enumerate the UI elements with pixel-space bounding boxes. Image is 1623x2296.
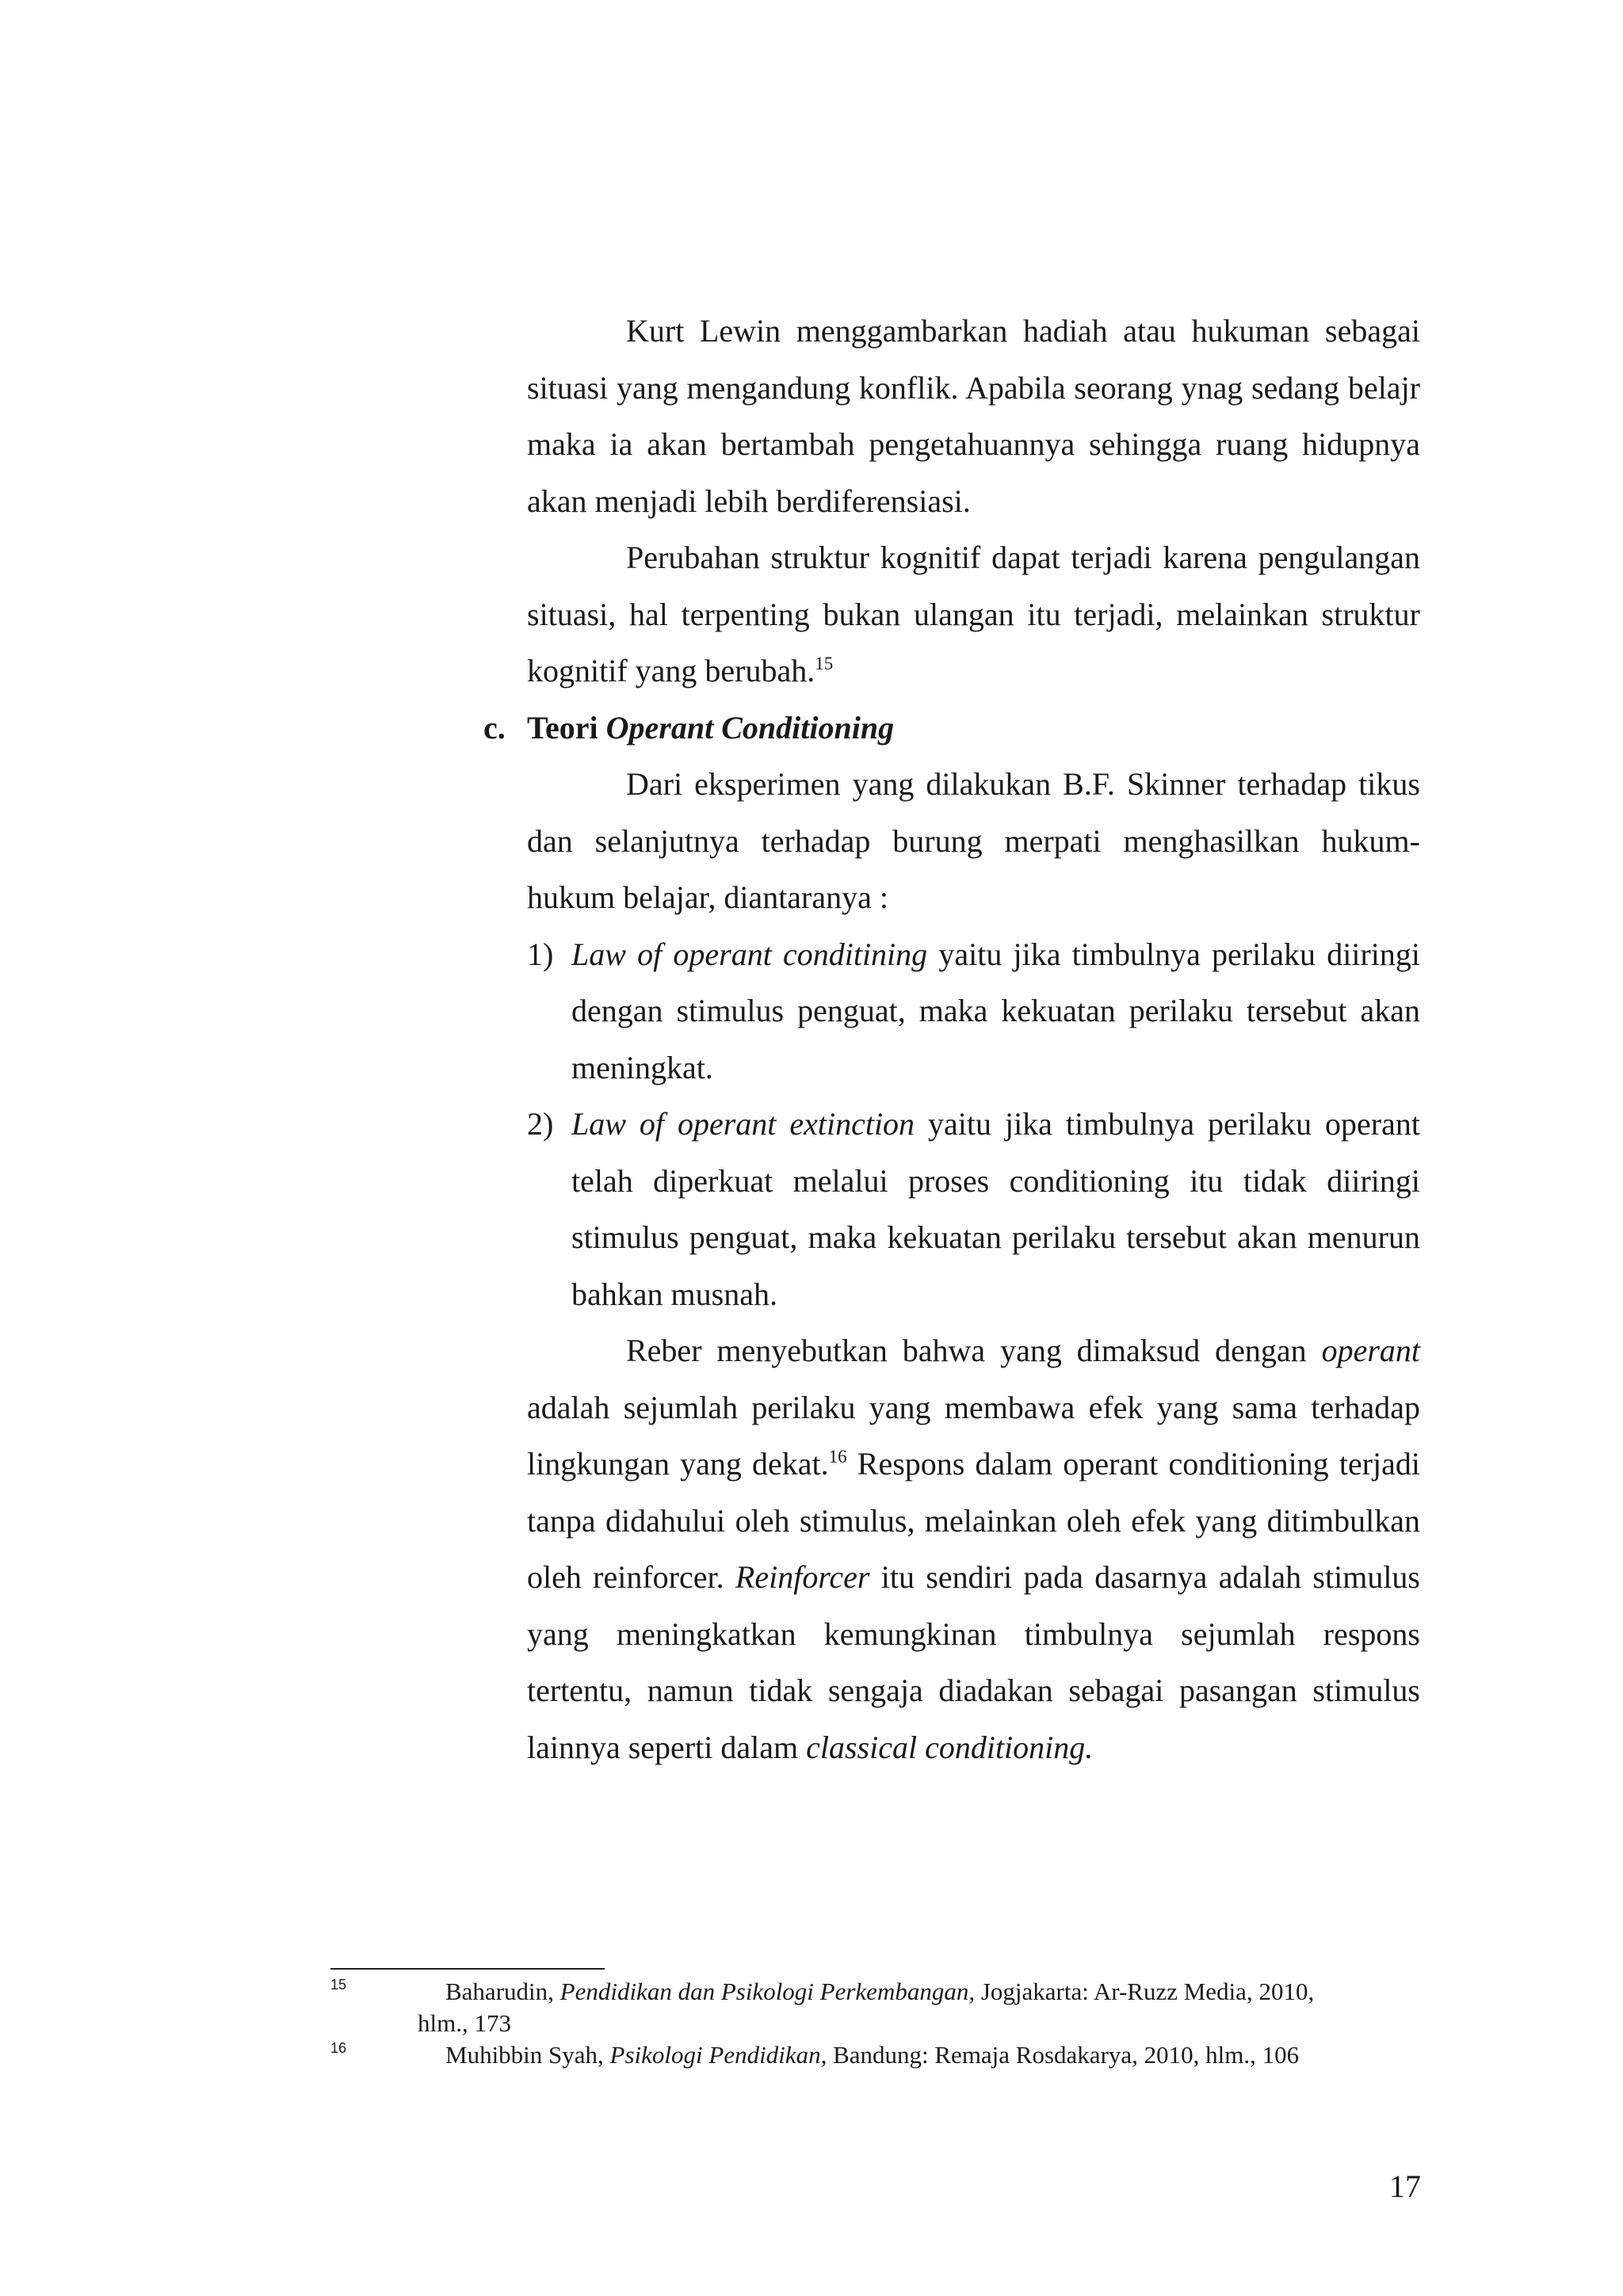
footnote-ref-16[interactable]: 16 [828, 1447, 847, 1466]
law-name: Law of operant extinction [571, 1106, 915, 1142]
italic-run: classical conditioning. [806, 1729, 1094, 1765]
text-run: itu sendiri pada dasarnya adalah stimulus yang meningkatkan kemungkinan timbulnya sejumlah respons tertentu, namun tidak sengaja diadakan sebagai pasangan stimulus lainnya seperti dalam [527, 1559, 1420, 1765]
footnote-15-continuation: hlm., 173 [418, 2009, 511, 2037]
footnote-title: Psikologi Pendidikan, [609, 2041, 827, 2069]
text-run: Respons dalam operant conditioning terjadi tanpa didahului oleh stimulus, melainkan oleh efek yang ditimbulkan oleh reinforcer. [527, 1446, 1420, 1595]
law-name: Law of operant conditining [571, 936, 928, 972]
list-item [527, 926, 1420, 1097]
italic-run: operant [1321, 1333, 1420, 1368]
body-text [483, 303, 1421, 1775]
list-number: 1) [527, 936, 554, 972]
paragraph-kurt-lewin: Kurt Lewin menggambarkan hadiah atau hukuman sebagai situasi yang mengandung konflik. Apabila seorang ynag sedang belajr maka ia akan bertambah pengetahuannya sehingga ruang hidupnya akan menjadi lebih berdiferensiasi. [527, 313, 1420, 519]
footnote-title: Pendidikan dan Psikologi Perkembangan, [559, 1978, 976, 2005]
footnotes [330, 1976, 1420, 2071]
section-letter: c. [483, 709, 506, 746]
footnote-publisher: Jogjakarta: Ar-Ruzz Media, 2010, [975, 1978, 1315, 2005]
law-description: yaitu jika timbulnya perilaku operant telah diperkuat melalui proses conditioning itu tidak diiringi stimulus penguat, maka kekuatan perilaku tersebut akan menurun bahkan musnah. [571, 1106, 1421, 1312]
paragraph-text: Perubahan struktur kognitif dapat terjadi karena pengulangan situasi, hal terpenting bukan ulangan itu terjadi, melainkan struktur kognitif yang berubah. [527, 540, 1420, 688]
list-text [571, 926, 1420, 1097]
section-title-prefix: Teori [527, 709, 606, 746]
footnote-separator [330, 1968, 605, 1970]
list-item [527, 1096, 1420, 1322]
footnote-ref-15[interactable]: 15 [815, 654, 834, 673]
paragraph-skinner: Dari eksperimen yang dilakukan B.F. Skinner terhadap tikus dan selanjutnya terhadap burung merpati menghasilkan hukum-hukum belajar, diantaranya : [527, 766, 1420, 915]
law-description: yaitu jika timbulnya perilaku diiringi dengan stimulus penguat, maka kekuatan perilaku tersebut akan meningkat. [571, 936, 1420, 1085]
footnote-number: 16 [330, 2040, 347, 2056]
paragraph-reber [527, 1322, 1420, 1775]
section-heading [483, 700, 1420, 757]
footnote-number: 15 [330, 1977, 347, 1993]
paragraph-struktur-kognitif [527, 529, 1420, 700]
list-number: 2) [527, 1106, 554, 1142]
footnote-author: Muhibbin Syah, [445, 2041, 610, 2069]
section-title-italic: Operant Conditioning [605, 709, 895, 746]
footnote-publisher: Bandung: Remaja Rosdakarya, 2010, hlm., 106 [827, 2041, 1300, 2069]
text-run: adalah sejumlah perilaku yang membawa efek yang sama terhadap lingkungan yang dekat. [527, 1389, 1420, 1482]
italic-run: Reinforcer [735, 1559, 870, 1595]
text-run: Reber menyebutkan bahwa yang dimaksud dengan [626, 1333, 1322, 1368]
section-title [527, 700, 894, 757]
page-number: 17 [1389, 2168, 1421, 2204]
footnote-author: Baharudin, [445, 1978, 560, 2005]
footnote-16 [330, 2039, 1420, 2071]
footnote-15 [330, 1976, 1420, 2008]
list-text [571, 1096, 1420, 1322]
